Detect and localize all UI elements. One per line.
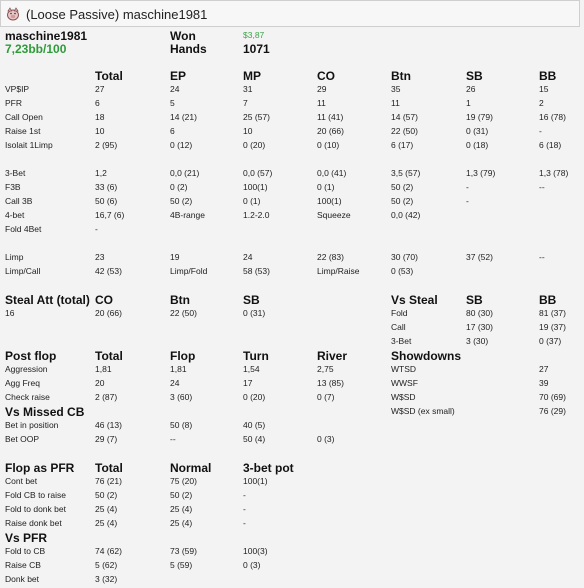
- stat-value: 3 (60): [170, 392, 193, 402]
- stat-value: 5: [170, 98, 175, 108]
- stat-value: 50 (2): [391, 196, 414, 206]
- postflop-header: River: [317, 349, 348, 363]
- stat-value: --: [539, 252, 545, 262]
- column-header: Total: [95, 69, 123, 83]
- stat-value: 27: [539, 364, 549, 374]
- stat-value: 0 (53): [391, 266, 414, 276]
- stat-value: --: [539, 182, 545, 192]
- showdowns-header: Showdowns: [391, 349, 461, 363]
- stat-value: 39: [539, 378, 549, 388]
- stat-value: 29 (7): [95, 434, 118, 444]
- steal-value: 20 (66): [95, 308, 122, 318]
- stat-value: 100(1): [317, 196, 342, 206]
- stat-value: 10: [243, 126, 253, 136]
- missed-cb-header: Vs Missed CB: [5, 405, 85, 419]
- stat-value: 29: [317, 84, 327, 94]
- stat-value: 50 (6): [95, 196, 118, 206]
- stat-value: 73 (59): [170, 546, 197, 556]
- column-header: MP: [243, 69, 261, 83]
- stat-label: Raise 1st: [5, 126, 41, 136]
- stat-value: -: [466, 182, 469, 192]
- flop-pfr-header: 3-bet pot: [243, 461, 294, 475]
- stat-label: W$SD: [391, 392, 416, 402]
- stat-value: 2,75: [317, 364, 334, 374]
- flop-pfr-header: Flop as PFR: [5, 461, 75, 475]
- stat-value: 0 (7): [317, 392, 335, 402]
- stat-label: Aggression: [5, 364, 48, 374]
- vs-steal-header: SB: [466, 293, 483, 307]
- stat-value: 1: [466, 98, 471, 108]
- stat-label: Fold to donk bet: [5, 504, 66, 514]
- stat-value: 18: [95, 112, 105, 122]
- column-header: BB: [539, 69, 557, 83]
- stat-value: 0 (2): [170, 182, 188, 192]
- stat-label: Bet OOP: [5, 434, 40, 444]
- stat-value: 42 (53): [95, 266, 122, 276]
- stat-value: 0 (18): [466, 140, 489, 150]
- stat-value: 17 (30): [466, 322, 493, 332]
- stat-value: 2 (95): [95, 140, 118, 150]
- stat-value: 0 (20): [243, 140, 266, 150]
- stat-value: 1,3 (79): [466, 168, 496, 178]
- stat-value: 0 (1): [243, 196, 261, 206]
- stat-value: 5 (62): [95, 560, 118, 570]
- stat-label: Fold 4Bet: [5, 224, 42, 234]
- stat-value: 16,7 (6): [95, 210, 125, 220]
- stat-label: Agg Freq: [5, 378, 40, 388]
- won-label: Won: [170, 29, 196, 43]
- stat-label: W$SD (ex small): [391, 406, 455, 416]
- stat-value: 19 (79): [466, 112, 493, 122]
- stat-value: 19: [170, 252, 180, 262]
- hands-value: 1071: [243, 42, 270, 56]
- steal-header: SB: [243, 293, 260, 307]
- column-header: Btn: [391, 69, 411, 83]
- stat-value: --: [170, 434, 176, 444]
- stat-value: 50 (2): [95, 490, 118, 500]
- stat-value: 16 (78): [539, 112, 566, 122]
- stat-value: 50 (8): [170, 420, 193, 430]
- stat-value: 10: [95, 126, 105, 136]
- stat-value: 1,81: [170, 364, 187, 374]
- stat-value: 25 (4): [95, 504, 118, 514]
- stat-value: 7: [243, 98, 248, 108]
- stat-label: Fold to CB: [5, 546, 46, 556]
- flop-pfr-header: Normal: [170, 461, 212, 475]
- stat-value: 1,2: [95, 168, 107, 178]
- steal-value: 16: [5, 308, 15, 318]
- stat-label: Limp/Call: [5, 266, 41, 276]
- stat-value: -: [95, 224, 98, 234]
- postflop-header: Total: [95, 349, 123, 363]
- stat-value: 50 (2): [391, 182, 414, 192]
- postflop-header: Turn: [243, 349, 269, 363]
- stat-value: 11 (41): [317, 112, 344, 122]
- stat-label: Fold: [391, 308, 408, 318]
- stat-value: 14 (57): [391, 112, 418, 122]
- stat-label: Limp: [5, 252, 24, 262]
- stat-value: 100(1): [243, 182, 268, 192]
- stat-value: -: [466, 196, 469, 206]
- stat-value: 0,0 (57): [243, 168, 273, 178]
- stat-value: 24: [243, 252, 253, 262]
- stat-label: Donk bet: [5, 574, 40, 584]
- stat-value: 31: [243, 84, 253, 94]
- stat-label: Fold CB to raise: [5, 490, 66, 500]
- pig-logo-icon: [5, 6, 21, 22]
- stat-value: 37 (52): [466, 252, 493, 262]
- window-title: (Loose Passive) maschine1981: [26, 7, 208, 22]
- steal-header: CO: [95, 293, 113, 307]
- stat-value: 58 (53): [243, 266, 270, 276]
- stat-value: Limp/Fold: [170, 266, 208, 276]
- stat-value: 100(3): [243, 546, 268, 556]
- stat-value: 20 (66): [317, 126, 344, 136]
- column-header: EP: [170, 69, 187, 83]
- stat-value: 2 (87): [95, 392, 118, 402]
- stat-label: Check raise: [5, 392, 50, 402]
- bb-per-100: 7,23bb/100: [5, 42, 67, 56]
- stat-value: 6: [95, 98, 100, 108]
- stat-value: 11: [317, 98, 326, 108]
- postflop-header: Flop: [170, 349, 196, 363]
- flop-pfr-header: Total: [95, 461, 123, 475]
- stat-value: 74 (62): [95, 546, 122, 556]
- stat-label: WWSF: [391, 378, 418, 388]
- stat-value: 24: [170, 84, 180, 94]
- stat-value: 22 (50): [391, 126, 418, 136]
- stat-value: 0 (3): [243, 560, 261, 570]
- stat-value: 2: [539, 98, 544, 108]
- stat-value: 25 (4): [95, 518, 118, 528]
- stat-value: 6 (17): [391, 140, 414, 150]
- stat-label: F3B: [5, 182, 21, 192]
- stat-value: 26: [466, 84, 476, 94]
- stat-value: 27: [95, 84, 105, 94]
- vs-steal-header: BB: [539, 293, 557, 307]
- stat-value: 0 (12): [170, 140, 193, 150]
- stat-value: 81 (37): [539, 308, 566, 318]
- stat-label: Bet in position: [5, 420, 59, 430]
- stat-value: 1,3 (78): [539, 168, 569, 178]
- stat-value: 20: [95, 378, 105, 388]
- stat-label: VP$IP: [5, 84, 30, 94]
- stat-value: 0,0 (42): [391, 210, 421, 220]
- stat-label: Call: [391, 322, 406, 332]
- stat-value: 33 (6): [95, 182, 118, 192]
- stat-label: Call 3B: [5, 196, 33, 206]
- hands-label: Hands: [170, 42, 207, 56]
- stat-value: 76 (21): [95, 476, 122, 486]
- stat-value: 14 (21): [170, 112, 197, 122]
- stat-value: 0 (1): [317, 182, 335, 192]
- stat-value: 1,54: [243, 364, 260, 374]
- stat-value: 50 (2): [170, 490, 193, 500]
- stat-label: Cont bet: [5, 476, 38, 486]
- stat-label: 3-Bet: [391, 336, 412, 346]
- stat-value: 0,0 (21): [170, 168, 200, 178]
- stat-value: 25 (57): [243, 112, 270, 122]
- steal-header: Steal Att (total): [5, 293, 90, 307]
- stat-value: 1.2-2.0: [243, 210, 270, 220]
- stat-value: 24: [170, 378, 180, 388]
- stat-value: 1,81: [95, 364, 112, 374]
- stat-label: Call Open: [5, 112, 43, 122]
- stat-value: Squeeze: [317, 210, 351, 220]
- stat-value: 5 (59): [170, 560, 193, 570]
- stat-value: 25 (4): [170, 504, 193, 514]
- stat-value: Limp/Raise: [317, 266, 360, 276]
- stat-value: 0 (3): [317, 434, 335, 444]
- stat-label: 4-bet: [5, 210, 25, 220]
- postflop-header: Post flop: [5, 349, 57, 363]
- column-header: SB: [466, 69, 483, 83]
- stat-value: 6: [170, 126, 175, 136]
- stat-value: 22 (83): [317, 252, 344, 262]
- stat-value: 75 (20): [170, 476, 197, 486]
- stat-value: 70 (69): [539, 392, 566, 402]
- stat-value: 25 (4): [170, 518, 193, 528]
- stat-value: 0,0 (41): [317, 168, 347, 178]
- vs-steal-header: Vs Steal: [391, 293, 438, 307]
- stat-value: 0 (20): [243, 392, 266, 402]
- stat-value: 50 (2): [170, 196, 193, 206]
- stat-label: 3-Bet: [5, 168, 26, 178]
- stat-value: 76 (29): [539, 406, 566, 416]
- stat-value: -: [243, 504, 246, 514]
- stat-value: 4B-range: [170, 210, 205, 220]
- stat-label: WTSD: [391, 364, 417, 374]
- stat-value: 23: [95, 252, 105, 262]
- stat-value: 50 (4): [243, 434, 266, 444]
- stat-value: 35: [391, 84, 401, 94]
- stat-value: 0 (31): [466, 126, 489, 136]
- stat-value: 17: [243, 378, 253, 388]
- steal-header: Btn: [170, 293, 190, 307]
- steal-value: 22 (50): [170, 308, 197, 318]
- stat-value: -: [243, 518, 246, 528]
- stat-value: 30 (70): [391, 252, 418, 262]
- stat-value: 15: [539, 84, 549, 94]
- stat-value: 80 (30): [466, 308, 493, 318]
- stat-label: Isolait 1Limp: [5, 140, 53, 150]
- stat-label: Raise donk bet: [5, 518, 62, 528]
- stat-value: 19 (37): [539, 322, 566, 332]
- column-header: CO: [317, 69, 335, 83]
- stat-label: Raise CB: [5, 560, 41, 570]
- vs-pfr-header: Vs PFR: [5, 531, 48, 545]
- player-name: maschine1981: [5, 29, 88, 43]
- stat-value: 3 (30): [466, 336, 489, 346]
- stat-value: 13 (85): [317, 378, 344, 388]
- stat-value: 40 (5): [243, 420, 266, 430]
- stat-value: 6 (18): [539, 140, 562, 150]
- stat-value: 0 (10): [317, 140, 340, 150]
- stat-value: 0 (37): [539, 336, 562, 346]
- window-titlebar: [0, 0, 580, 27]
- stat-value: 3,5 (57): [391, 168, 421, 178]
- won-value: $3,87: [243, 30, 265, 40]
- stat-value: -: [539, 126, 542, 136]
- stat-label: PFR: [5, 98, 22, 108]
- stat-value: 46 (13): [95, 420, 122, 430]
- steal-value: 0 (31): [243, 308, 266, 318]
- stat-value: -: [243, 490, 246, 500]
- stat-value: 3 (32): [95, 574, 118, 584]
- stat-value: 100(1): [243, 476, 268, 486]
- stat-value: 11: [391, 98, 400, 108]
